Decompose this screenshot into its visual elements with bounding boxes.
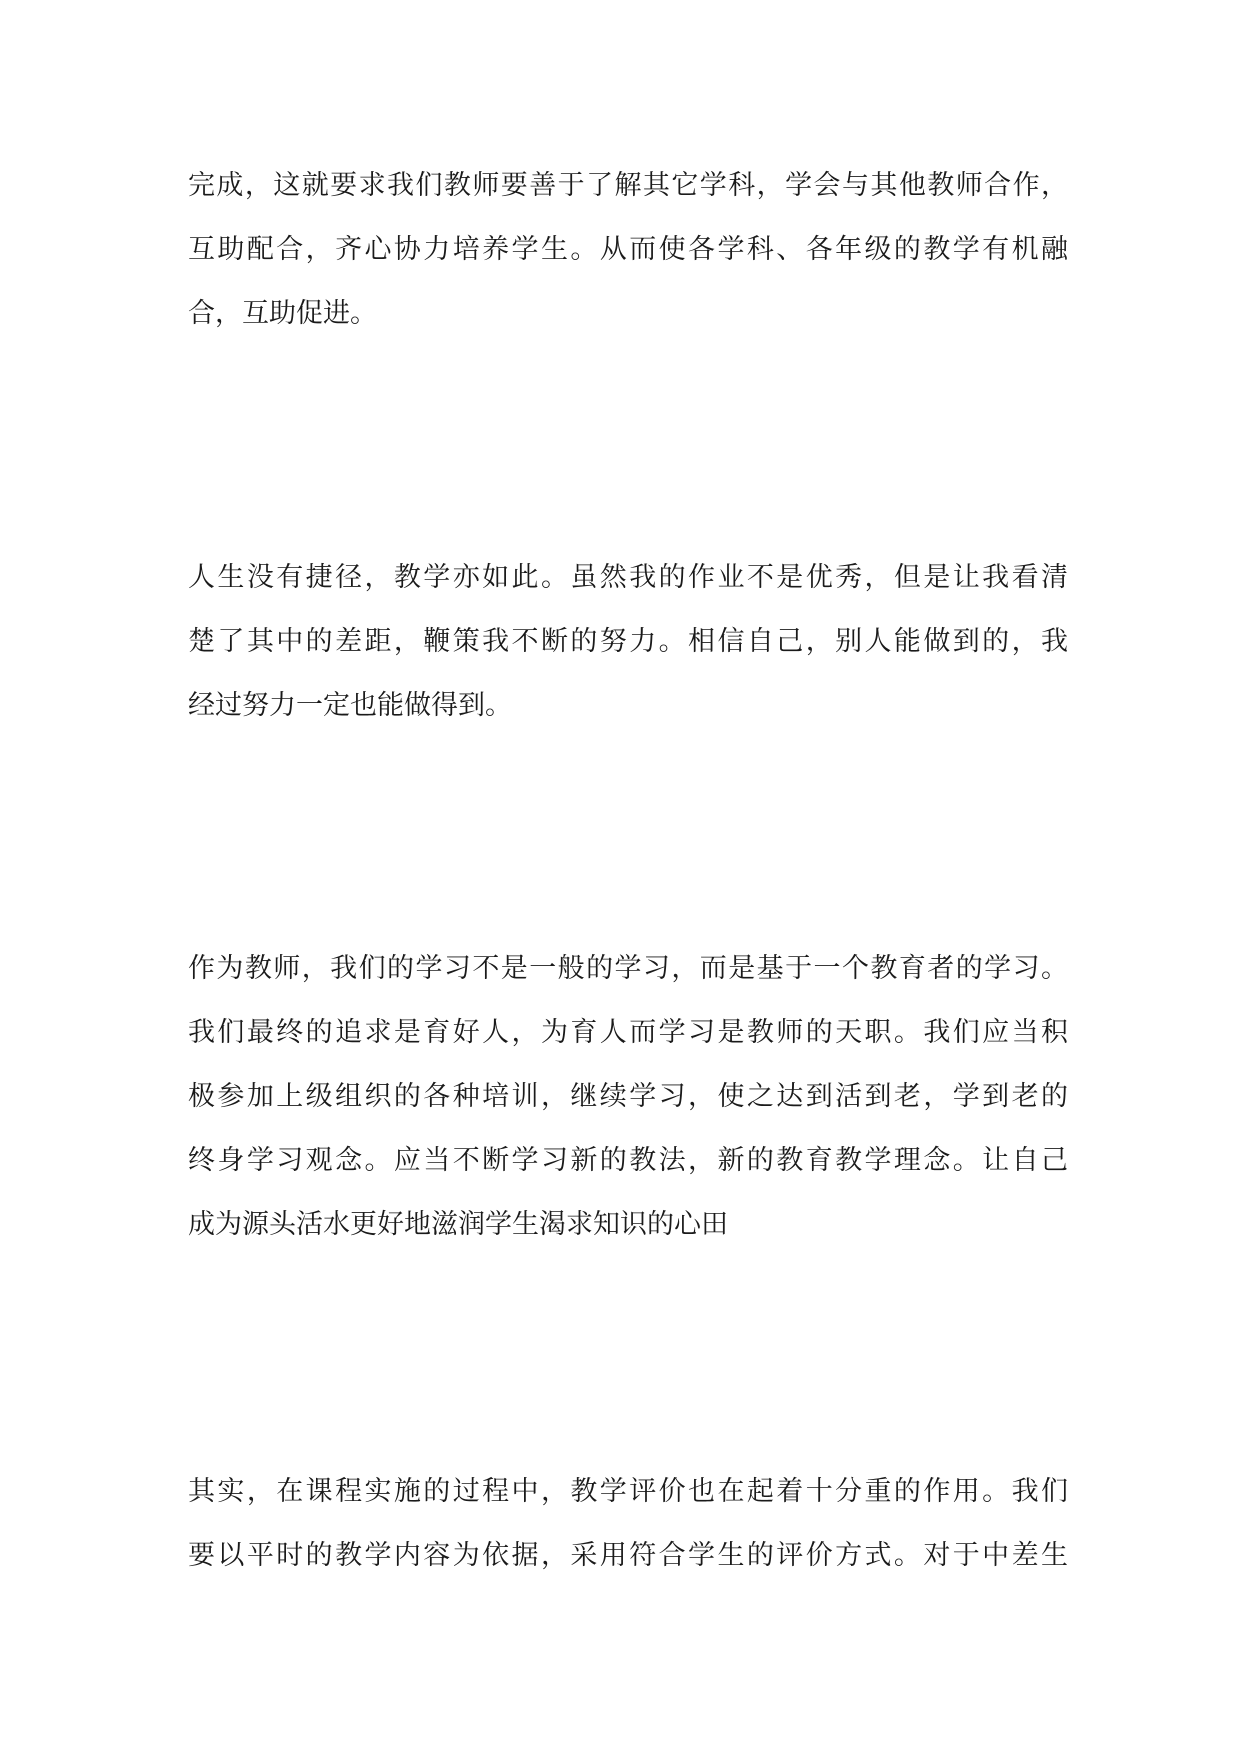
text-line: 极参加上级组织的各种培训，继续学习，使之达到活到老，学到老的 [188, 1081, 1068, 1112]
paragraph-evaluation [188, 1460, 1068, 1588]
text-line: 终身学习观念。应当不断学习新的教法，新的教育教学理念。让自己 [188, 1145, 1068, 1176]
paragraph-teacher-learning [188, 937, 1068, 1257]
text-line: 人生没有捷径，教学亦如此。虽然我的作业不是优秀，但是让我看清 [188, 562, 1068, 593]
text-line: 其实，在课程实施的过程中，教学评价也在起着十分重的作用。我们 [188, 1476, 1068, 1507]
text-line: 成为源头活水更好地滋润学生渴求知识的心田 [188, 1209, 728, 1240]
text-line: 经过努力一定也能做得到。 [188, 690, 512, 721]
paragraph-no-shortcut [188, 546, 1068, 738]
text-line: 互助配合，齐心协力培养学生。从而使各学科、各年级的教学有机融 [188, 234, 1068, 265]
paragraph-collaboration [188, 154, 1068, 346]
text-line: 要以平时的教学内容为依据，采用符合学生的评价方式。对于中差生 [188, 1540, 1068, 1571]
text-line: 我们最终的追求是育好人，为育人而学习是教师的天职。我们应当积 [188, 1017, 1068, 1048]
text-line: 作为教师，我们的学习不是一般的学习，而是基于一个教育者的学习。 [188, 953, 1068, 984]
text-line: 合，互助促进。 [188, 298, 377, 329]
text-line: 楚了其中的差距，鞭策我不断的努力。相信自己，别人能做到的，我 [188, 626, 1068, 657]
text-line: 完成，这就要求我们教师要善于了解其它学科，学会与其他教师合作， [188, 170, 1068, 201]
